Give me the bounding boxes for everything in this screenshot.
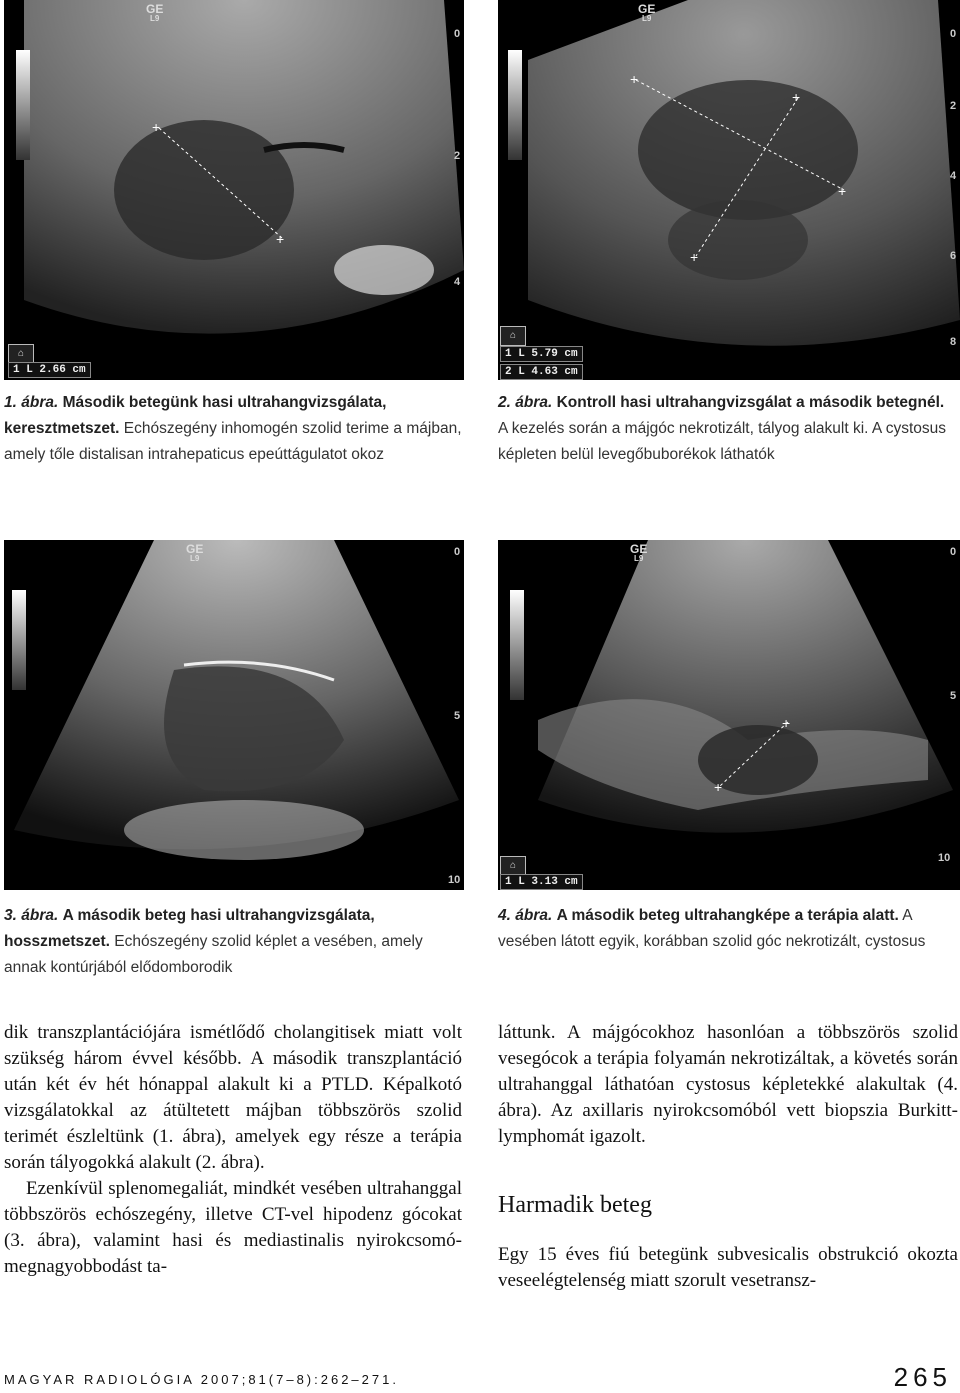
left-column-text bbox=[4, 1020, 462, 1280]
depth-mark: 10 bbox=[448, 874, 461, 886]
section-heading: Harmadik beteg bbox=[498, 1192, 652, 1218]
svg-text:+: + bbox=[782, 715, 791, 731]
depth-mark: 8 bbox=[950, 336, 957, 348]
depth-mark: 0 bbox=[454, 546, 461, 558]
depth-mark: 0 bbox=[454, 28, 461, 40]
figure-4-caption: 4. ábra. A második beteg ultrahangképe a terápia alatt. A vesében látott egyik, korábban szolid góc nekrotizált, cystosus bbox=[498, 907, 926, 950]
figure-2-ultrasound-image bbox=[498, 0, 960, 380]
paragraph: dik transzplantációjára ismétlődő cholangitisek miatt volt szükség három évvel később. A második transzplantáció után két év hét hónappal alakult ki a PTLD. Képalkotó vizsgálatokkal az átültetett májban többszörös szolid terimét észleltünk (1. ábra), amelyek egy része a terápia során tályogokká alakult (2. ábra). bbox=[4, 1022, 462, 1173]
svg-text:+: + bbox=[690, 249, 699, 265]
svg-text:+: + bbox=[792, 89, 801, 105]
depth-mark: 0 bbox=[950, 546, 957, 558]
depth-mark: 10 bbox=[938, 852, 951, 864]
measurement-readout: 1 L 3.13 cm bbox=[500, 874, 583, 890]
ge-logo: GE L9 bbox=[630, 542, 648, 563]
figure-3-caption: 3. ábra. A második beteg hasi ultrahangvizsgálata, hosszmetszet. Echószegény szolid képlet a vesében, amely annak kontúrjából elődomborodik bbox=[4, 907, 423, 976]
depth-mark: 4 bbox=[454, 276, 461, 288]
measurement-readout: 1 L 2.66 cm bbox=[8, 362, 91, 378]
right-column-text bbox=[498, 1020, 958, 1150]
figure-3-scan-graphic bbox=[4, 540, 464, 890]
svg-text:+: + bbox=[714, 779, 723, 795]
figure-2-scan-graphic bbox=[498, 0, 960, 380]
right-column-text-2 bbox=[498, 1242, 958, 1294]
ge-logo: GE L9 bbox=[146, 2, 164, 23]
figure-1-scan-graphic bbox=[4, 0, 464, 380]
depth-mark: 6 bbox=[950, 250, 957, 262]
depth-mark: 0 bbox=[950, 28, 957, 40]
measurement-readout: 1 L 5.79 cm bbox=[500, 346, 583, 362]
probe-icon: ⌂ bbox=[500, 856, 526, 876]
figure-3-ultrasound-image bbox=[4, 540, 464, 890]
depth-mark: 2 bbox=[454, 150, 461, 162]
svg-text:+: + bbox=[276, 231, 285, 247]
depth-mark: 5 bbox=[454, 710, 461, 722]
depth-mark: 2 bbox=[950, 100, 957, 112]
svg-text:+: + bbox=[152, 119, 161, 135]
probe-icon: ⌂ bbox=[8, 344, 34, 364]
figure-1-ultrasound-image bbox=[4, 0, 464, 380]
ge-logo: GE L9 bbox=[186, 542, 204, 563]
page-number: 265 bbox=[893, 1362, 952, 1392]
figure-4-ultrasound-image bbox=[498, 540, 960, 890]
journal-citation: MAGYAR RADIOLÓGIA 2007;81(7–8):262–271. bbox=[4, 1372, 399, 1387]
paragraph: láttunk. A májgócokhoz hasonlóan a többszörös szolid vesegócok a terápia folyamán nekrotizáltak, a követés során ultrahanggal láthatóan cystosus képletekké alakultak (4. ábra). Az axillaris nyirokcsomóból vett biopszia Burkitt-lymphomát igazolt. bbox=[498, 1022, 958, 1147]
measurement-readout: 2 L 4.63 cm bbox=[500, 364, 583, 380]
probe-icon: ⌂ bbox=[500, 326, 526, 346]
figure-1-caption: 1. ábra. Második betegünk hasi ultrahangvizsgálata, keresztmetszet. Echószegény inhomogén szolid terime a májban, amely tőle distalisan intrahepaticus epeúttágulatot okoz bbox=[4, 394, 462, 463]
depth-mark: 5 bbox=[950, 690, 957, 702]
ge-logo: GE L9 bbox=[638, 2, 656, 23]
svg-text:+: + bbox=[838, 183, 847, 199]
paragraph: Ezenkívül splenomegaliát, mindkét vesében ultrahanggal többszörös echószegény, illetve CT-vel hipodenz gócokat (3. ábra), valamint hasi és mediastinalis nyirokcsomó-megnagyobbodást ta- bbox=[4, 1178, 462, 1277]
figure-4-scan-graphic bbox=[498, 540, 960, 890]
depth-mark: 4 bbox=[950, 170, 957, 182]
figure-2-caption: 2. ábra. Kontroll hasi ultrahangvizsgálat a második betegnél. A kezelés során a májgóc nekrotizált, tályog alakult ki. A cystosus képleten belül levegőbuborékok láthatók bbox=[498, 394, 947, 463]
svg-text:+: + bbox=[630, 71, 639, 87]
paragraph: Egy 15 éves fiú betegünk subvesicalis obstrukció okozta veseelégtelenség miatt szorult vesetransz- bbox=[498, 1244, 958, 1291]
